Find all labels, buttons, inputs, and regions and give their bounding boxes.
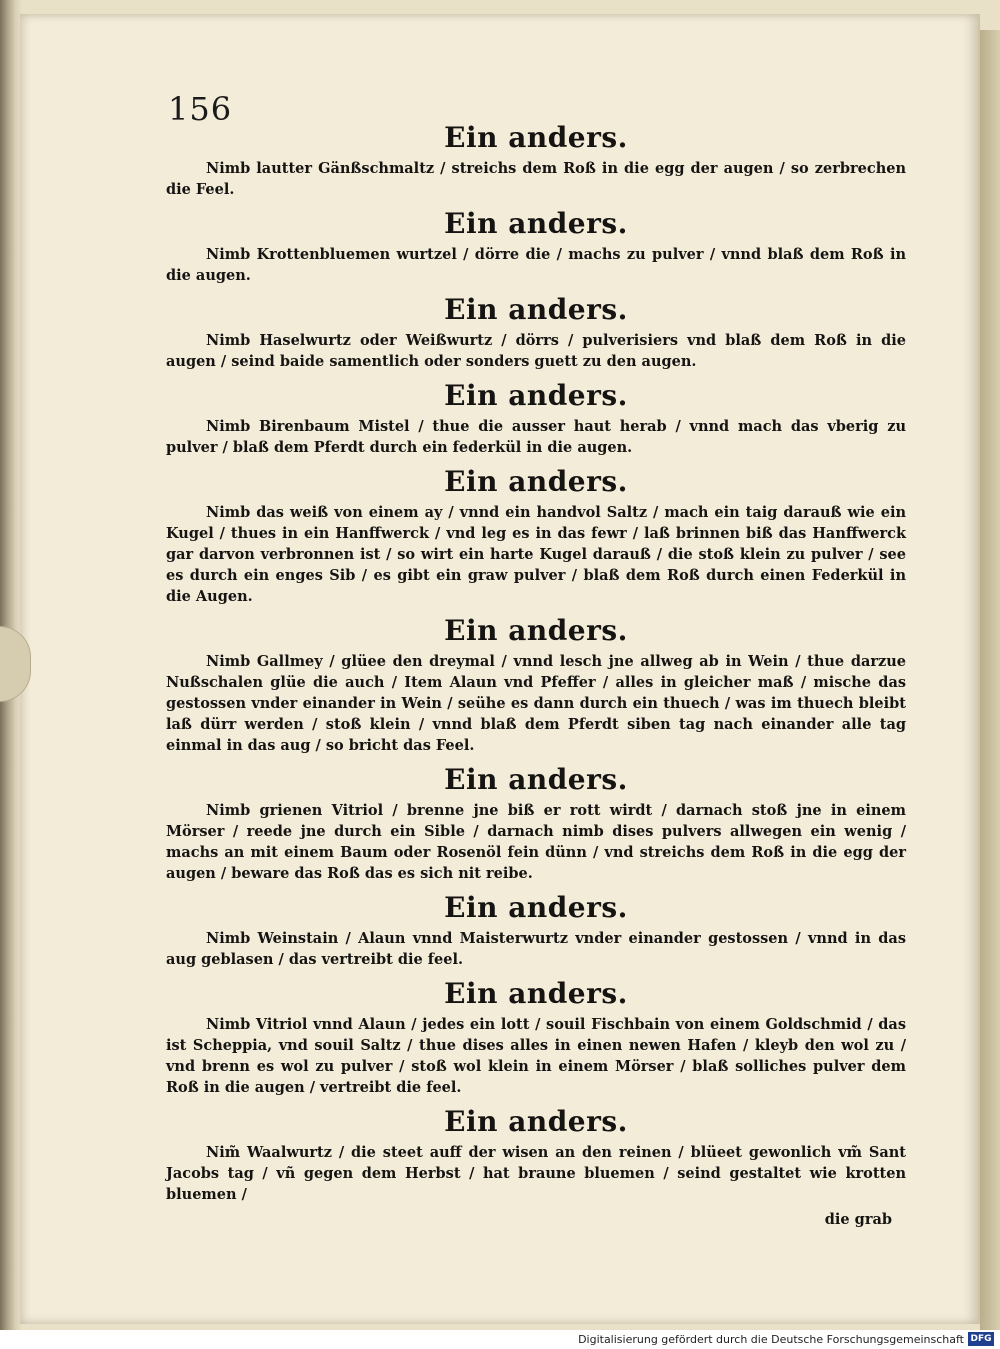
section-heading: Ein anders. [444, 207, 628, 240]
page-edge [980, 30, 1000, 1330]
section-text: Nimb Haselwurtz oder Weißwurtz / dörrs / pulverisiers vnd blaß dem Roß in die augen / seind baide samentlich oder sonders guett zu den augen. [166, 332, 906, 370]
recipe-section [166, 611, 906, 756]
section-text: Nimb Gallmey / glüee den dreymal / vnnd lesch jne allweg ab in Wein / thue darzue Nußschalen glüe die auch / Item Alaun vnd Pfeffer / alles in gleicher maß / mische das gestossen vnder einander in Wein / seühe es dann durch ein thuech / was im thuech bleibt laß dürr werden / stoß klein / vnnd blaß dem Pferdt siben tag nach einander alle tag einmal in das aug / so bricht das Feel. [166, 653, 906, 754]
section-text: Nimb Vitriol vnnd Alaun / jedes ein lott / souil Fischbain von einem Goldschmid / das ist Scheppia, vnd souil Saltz / thue dises alles in einen newen Hafen / kleyb den wol zu / vnd brenn es wol zu pulver / stoß wol klein in einem Mörser / blaß solliches pulver dem Roß in die augen / vertreibt die feel. [166, 1016, 906, 1096]
section-text: Nimb Birenbaum Mistel / thue die ausser haut herab / vnnd mach das vberig zu pulver / blaß dem Pferdt durch ein federkül in die augen. [166, 418, 906, 456]
section-text: Nim̃ Waalwurtz / die steet auff der wisen an den reinen / blüeet gewonlich vm̃ Sant Jacobs tag / vñ gegen dem Herbst / hat braune bluemen / seind gestaltet wie krotten bluemen / [166, 1144, 906, 1203]
footer-bar [0, 1330, 1000, 1349]
recipe-section [166, 204, 906, 286]
catchword: die grab [824, 1211, 892, 1228]
section-text: Nimb Krottenbluemen wurtzel / dörre die / machs zu pulver / vnnd blaß dem Roß in die augen. [166, 246, 906, 284]
recipe-section [166, 974, 906, 1098]
page-number: 156 [168, 90, 233, 128]
section-heading: Ein anders. [444, 891, 628, 924]
recipe-section [166, 888, 906, 970]
recipe-section [166, 1102, 906, 1205]
section-text: Nimb das weiß von einem ay / vnnd ein handvol Saltz / mach ein taig darauß wie ein Kugel / thues in ein Hanffwerck / vnd leg es in das fewr / laß brinnen biß das Hanffwerck gar darvon verbronnen ist / so wirt ein harte Kugel darauß / die stoß klein zu pulver / see es durch ein enges Sib / es gibt ein graw pulver / blaß dem Roß durch einen Federkül in die Augen. [166, 504, 906, 605]
section-heading: Ein anders. [444, 763, 628, 796]
recipe-section [166, 118, 906, 200]
section-heading: Ein anders. [444, 121, 628, 154]
section-text: Nimb lautter Gänßschmaltz / streichs dem Roß in die egg der augen / so zerbrechen die Feel. [166, 160, 906, 198]
section-text: Nimb Weinstain / Alaun vnnd Maisterwurtz vnder einander gestossen / vnnd in das aug geblasen / das vertreibt die feel. [166, 930, 906, 968]
section-heading: Ein anders. [444, 1105, 628, 1138]
section-heading: Ein anders. [444, 614, 628, 647]
section-heading: Ein anders. [444, 379, 628, 412]
funding-credit: Digitalisierung gefördert durch die Deutsche Forschungsgemeinschaft [578, 1333, 964, 1346]
recipe-section [166, 462, 906, 607]
dfg-logo-icon: DFG [968, 1332, 994, 1346]
section-heading: Ein anders. [444, 465, 628, 498]
recipe-section [166, 760, 906, 884]
recipe-section [166, 290, 906, 372]
section-heading: Ein anders. [444, 977, 628, 1010]
section-text: Nimb grienen Vitriol / brenne jne biß er rott wirdt / darnach stoß jne in einem Mörser / reede jne durch ein Sible / darnach nimb dises pulvers allwegen ein wenig / machs an mit einem Baum oder Rosenöl fein dünn / vnd streichs dem Roß in die egg der augen / beware das Roß das es sich nit reibe. [166, 802, 906, 882]
text-block [166, 118, 906, 1230]
recipe-section [166, 376, 906, 458]
section-heading: Ein anders. [444, 293, 628, 326]
